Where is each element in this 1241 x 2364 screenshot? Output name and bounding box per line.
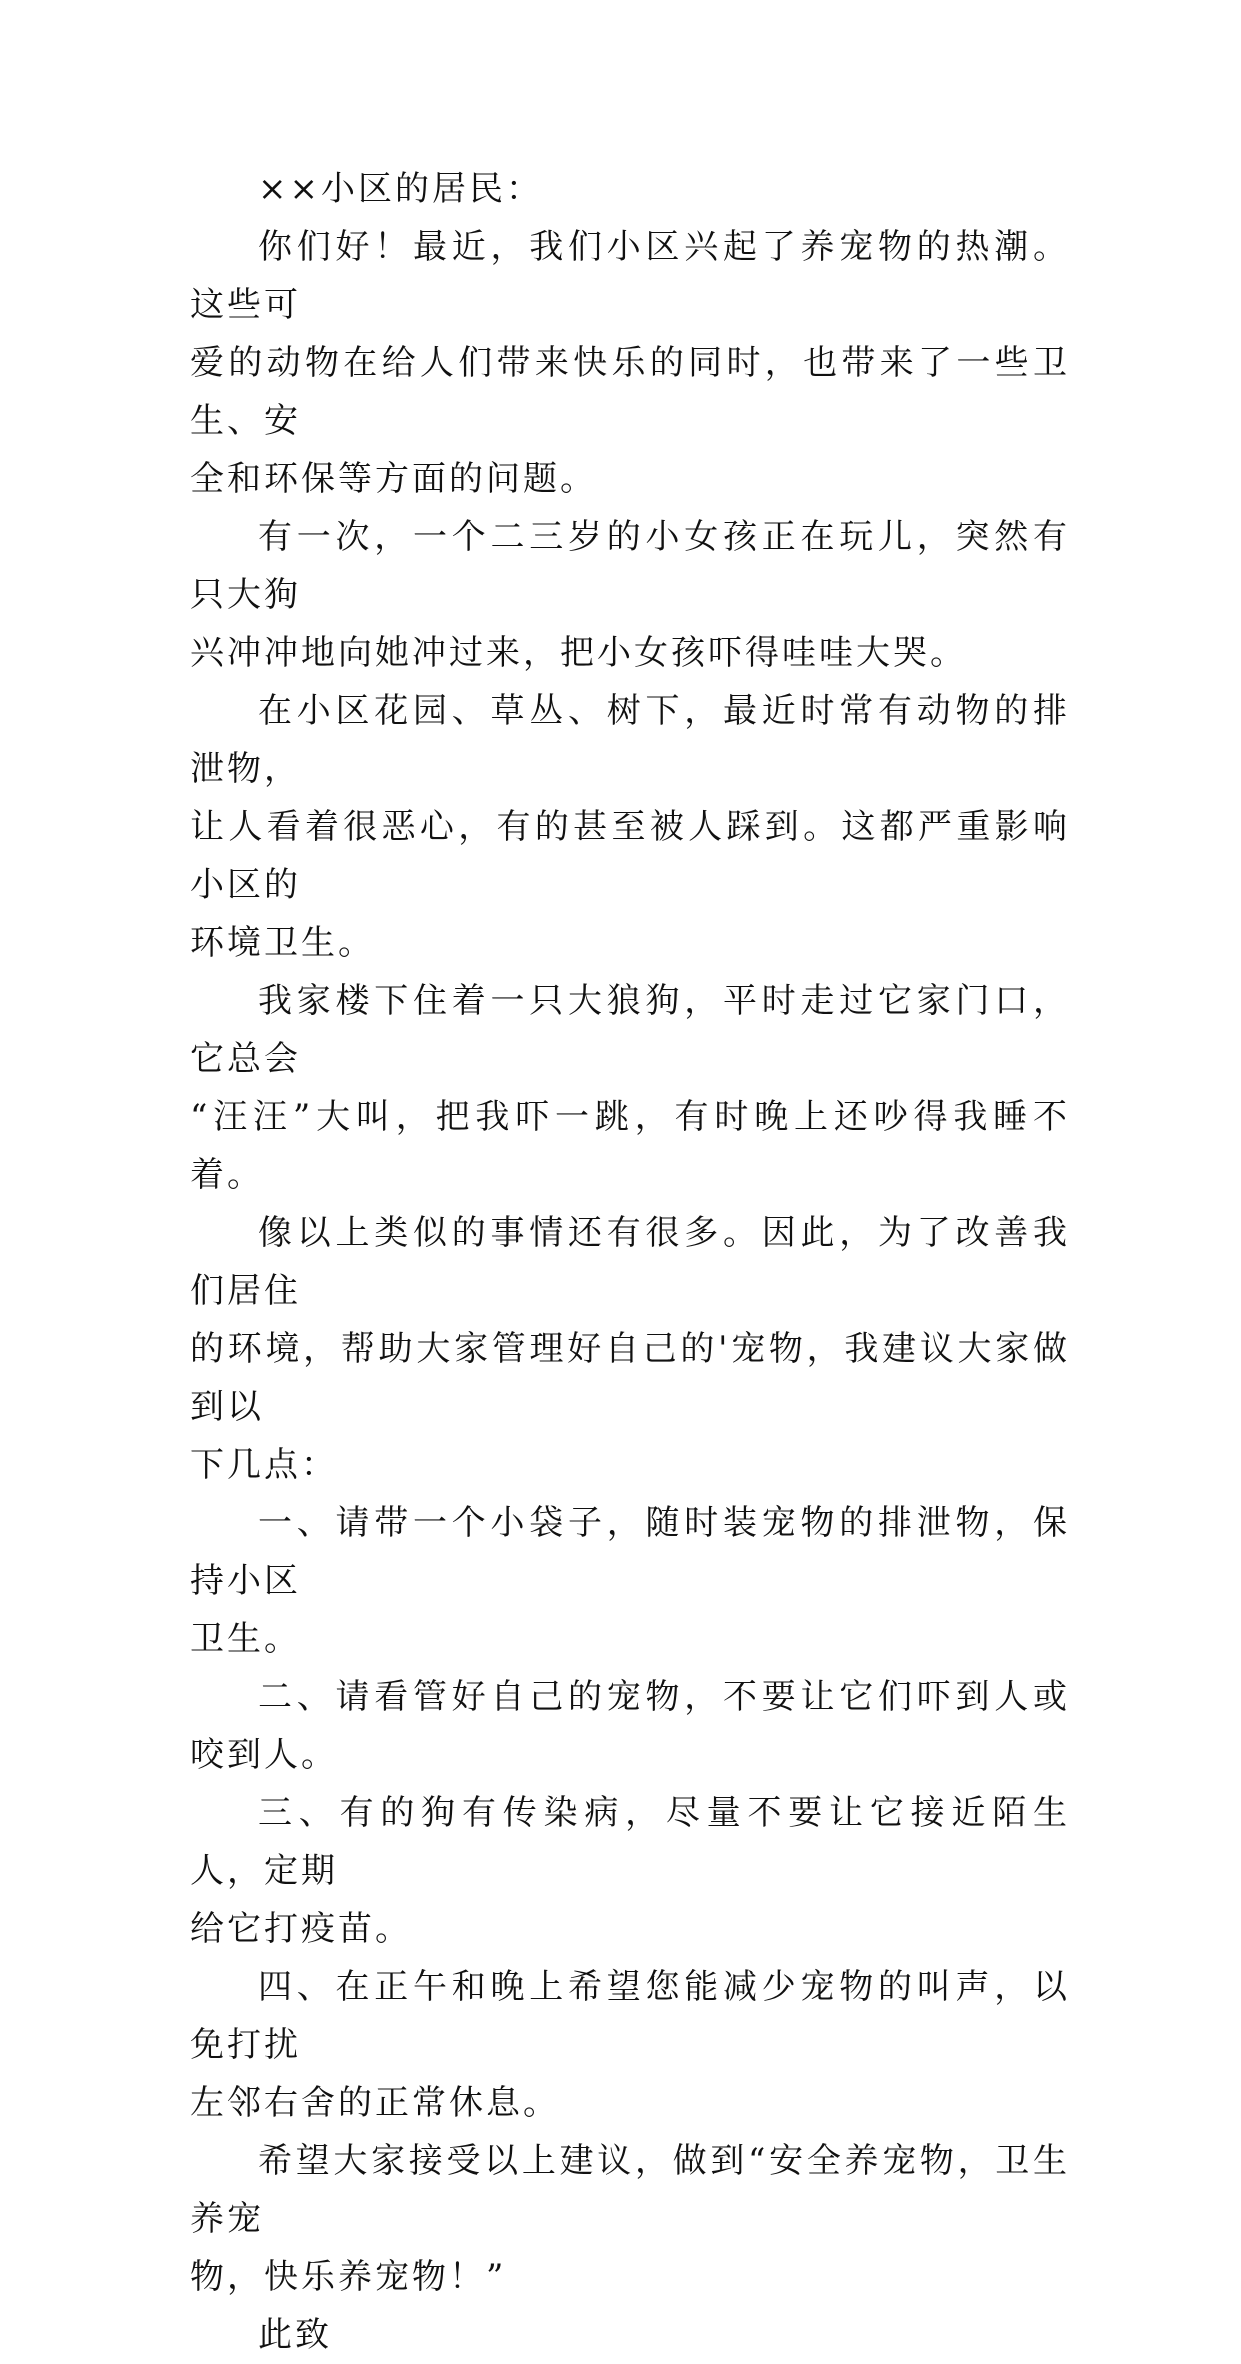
paragraph-dog-incident: 有一次，一个二三岁的小女孩正在玩儿，突然有只大狗 兴冲冲地向她冲过来，把小女孩吓得哇哇大哭。 [190, 517, 1070, 673]
paragraph-suggestions-intro: 像以上类似的事情还有很多。因此，为了改善我们居住 的环境，帮助大家管理好自己的'宠物，我建议大家做到以 下几点： [190, 1213, 1070, 1485]
paragraph-barking: 我家楼下住着一只大狼狗，平时走过它家门口，它总会 “汪汪”大叫，把我吓一跳，有时晚上还吵得我睡不着。 [190, 981, 1070, 1195]
suggestion-item-1: 一、请带一个小袋子，随时装宠物的排泄物，保持小区 卫生。 [190, 1503, 1070, 1659]
salutation: ××小区的居民： [258, 169, 543, 209]
closing: 此致 [258, 2315, 332, 2355]
document-page [190, 160, 1070, 2364]
paragraph-excrement: 在小区花园、草丛、树下，最近时常有动物的排泄物， 让人看着很恶心，有的甚至被人踩到。这都严重影响小区的 环境卫生。 [190, 691, 1070, 963]
paragraph-greeting: 你们好！最近，我们小区兴起了养宠物的热潮。这些可 爱的动物在给人们带来快乐的同时，也带来了一些卫生、安 全和环保等方面的问题。 [190, 227, 1070, 499]
suggestion-item-4: 四、在正午和晚上希望您能减少宠物的叫声，以免打扰 左邻右舍的正常休息。 [190, 1967, 1070, 2123]
suggestion-item-3: 三、有的狗有传染病，尽量不要让它接近陌生人，定期 给它打疫苗。 [190, 1793, 1070, 1949]
paragraph-conclusion: 希望大家接受以上建议，做到“安全养宠物，卫生养宠 物，快乐养宠物！” [190, 2141, 1070, 2297]
suggestion-item-2: 二、请看管好自己的宠物，不要让它们吓到人或咬到人。 [190, 1677, 1070, 1775]
